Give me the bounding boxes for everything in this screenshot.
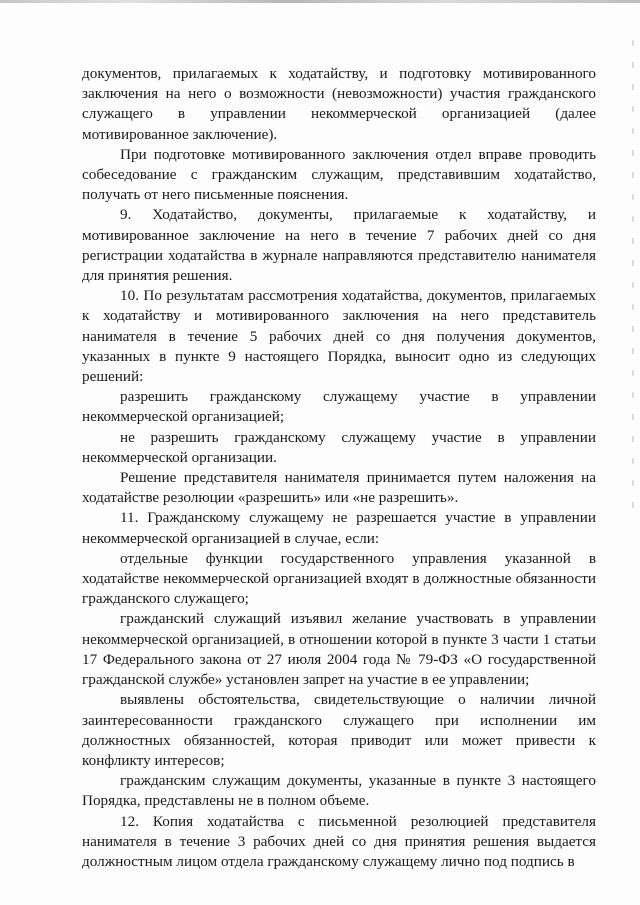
scan-edge-artifact	[0, 0, 640, 3]
paragraph-condition-documents: гражданским служащим документы, указанные в пункте 3 настоящего Порядка, представлены не в полном объеме.	[82, 772, 596, 810]
paragraph-item-9: 9. Ходатайство, документы, прилагаемые к ходатайству, и мотивированное заключение на него в течение 7 рабочих дней со дня регистрации ходатайства в журнале направляются представителю нанимателя для принятия решения.	[82, 206, 596, 285]
scan-margin-artifact	[632, 40, 634, 520]
paragraph-interview: При подготовке мотивированного заключения отдел вправе проводить собеседование с гражданским служащим, представившим ходатайство, получать от него письменные пояснения.	[82, 145, 596, 204]
paragraph-condition-conflict: выявлены обстоятельства, свидетельствующие о наличии личной заинтересованности гражданского служащего при исполнении им должностных обязанностей, которая приводит или может привести к конфликту интересов;	[82, 691, 596, 769]
paragraph-decision-allow: разрешить гражданскому служащему участие в управлении некоммерческой организацией;	[82, 388, 596, 426]
paragraph-condition-functions: отдельные функции государственного управления указанной в ходатайстве некоммерческой организацией входят в должностные обязанности гражданского служащего;	[82, 549, 596, 608]
paragraph-condition-prohibition: гражданский служащий изъявил желание участвовать в управлении некоммерческой организацией, в отношении которой в пункте 3 части 1 статьи 17 Федерального закона от 27 июля 2004 года № 79-ФЗ «О государственной гражданской службе» установлен запрет на участие в ее управлении;	[82, 610, 596, 689]
document-body	[82, 64, 596, 872]
paragraph-decision-deny: не разрешить гражданскому служащему участие в управлении некоммерческой организации.	[82, 428, 596, 466]
paragraph-item-10: 10. По результатам рассмотрения ходатайства, документов, прилагаемых к ходатайству и мотивированного заключения на него представитель нанимателя в течение 5 рабочих дней со дня получения документов, указанных в пункте 9 настоящего Порядка, выносит одно из следующих решений:	[82, 287, 596, 386]
paragraph-item-12: 12. Копия ходатайства с письменной резолюцией представителя нанимателя в течение 3 рабочих дней со дня принятия решения выдается должностным лицом отдела гражданскому служащему лично под подпись в	[82, 812, 596, 870]
paragraph-resolution: Решение представителя нанимателя принимается путем наложения на ходатайстве резолюции «разрешить» или «не разрешить».	[82, 469, 596, 507]
paragraph-item-11: 11. Гражданскому служащему не разрешается участие в управлении некоммерческой организацией в случае, если:	[82, 509, 596, 547]
paragraph-continuation: документов, прилагаемых к ходатайству, и подготовку мотивированного заключения на него о возможности (невозможности) участия гражданского служащего в управлении некоммерческой организацией (далее мотивированное заключение).	[82, 65, 596, 143]
